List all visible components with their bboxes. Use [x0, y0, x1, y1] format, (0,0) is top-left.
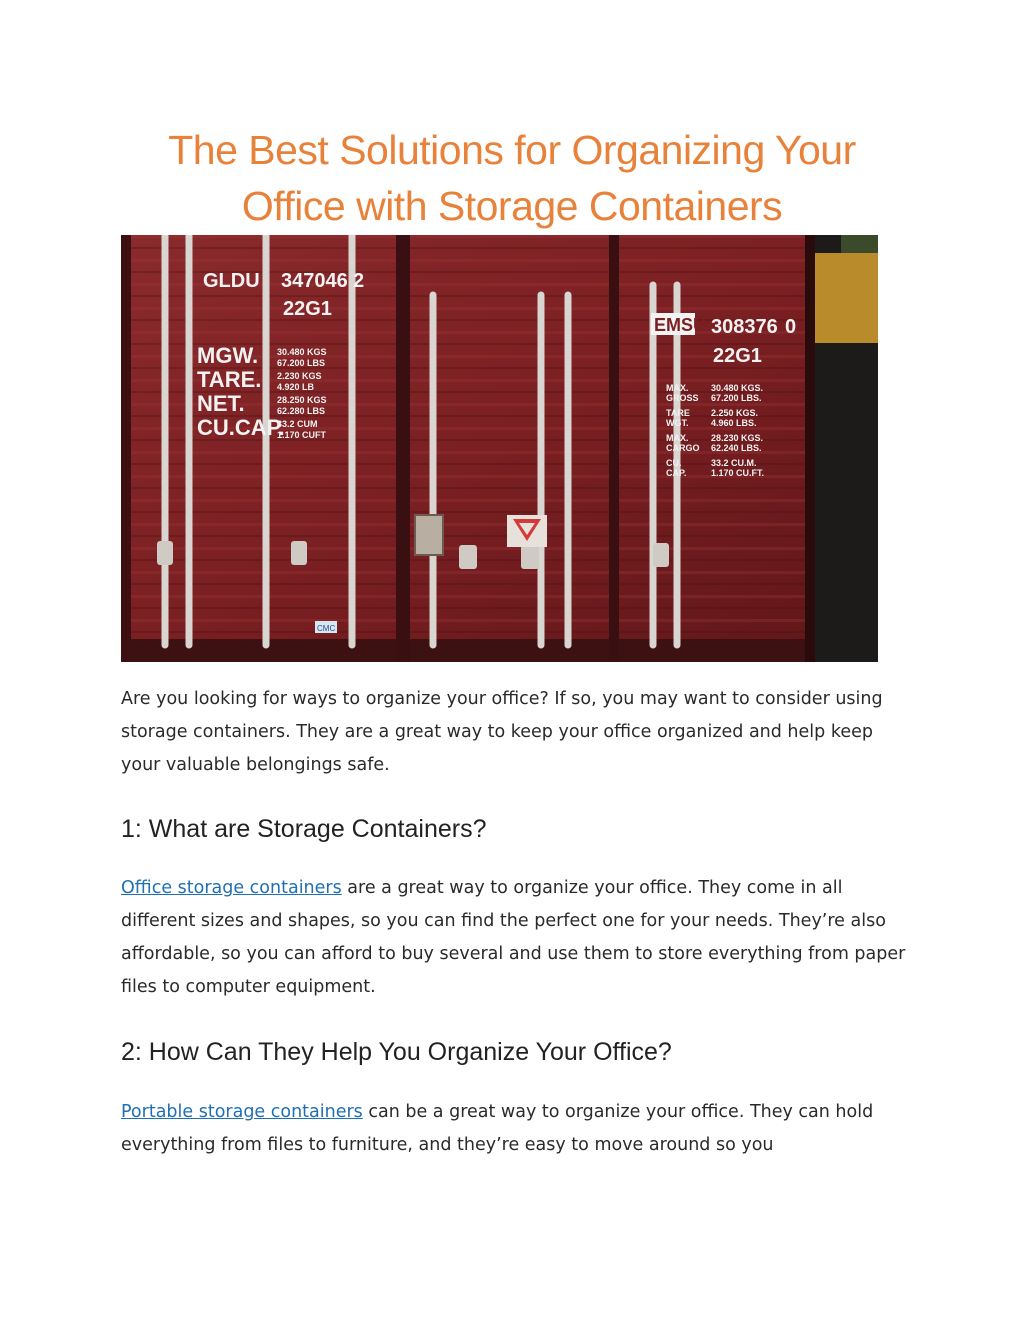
svg-text:MAX.: MAX. — [666, 433, 689, 443]
svg-text:TARE.: TARE. — [197, 367, 262, 392]
svg-text:CU.: CU. — [666, 458, 682, 468]
svg-text:28.230 KGS.: 28.230 KGS. — [711, 433, 764, 443]
right-check: 0 — [785, 316, 797, 338]
svg-text:CU.CAP.: CU.CAP. — [197, 415, 285, 440]
svg-text:30.480 KGS.: 30.480 KGS. — [711, 383, 764, 393]
right-code: EMSU — [654, 315, 707, 335]
section-1-paragraph — [121, 872, 911, 1004]
section-2-heading: 2: How Can They Help You Organize Your Office? — [121, 1038, 672, 1066]
title-line-1: The Best Solutions for Organizing Your — [168, 127, 856, 173]
section-1-heading: 1: What are Storage Containers? — [121, 815, 487, 843]
svg-text:30.480 KGS: 30.480 KGS — [277, 347, 327, 357]
left-number: 347046 — [281, 270, 348, 292]
svg-text:33.2 CU.M.: 33.2 CU.M. — [711, 458, 757, 468]
svg-text:2.250 KGS.: 2.250 KGS. — [711, 408, 759, 418]
svg-text:4.960 LBS.: 4.960 LBS. — [711, 418, 757, 428]
svg-text:33.2 CUM: 33.2 CUM — [277, 419, 318, 429]
section-2-paragraph — [121, 1096, 911, 1162]
svg-text:WGT.: WGT. — [666, 418, 689, 428]
svg-text:2.230 KGS: 2.230 KGS — [277, 371, 322, 381]
svg-text:28.250 KGS: 28.250 KGS — [277, 395, 327, 405]
container-badge: CMC — [317, 624, 336, 633]
svg-text:MAX.: MAX. — [666, 383, 689, 393]
title-line-2: Office with Storage Containers — [241, 183, 783, 229]
svg-text:4.920 LB: 4.920 LB — [277, 382, 315, 392]
svg-text:62.240 LBS.: 62.240 LBS. — [711, 443, 762, 453]
svg-text:1.170 CU.FT.: 1.170 CU.FT. — [711, 468, 765, 478]
svg-text:67.200 LBS.: 67.200 LBS. — [711, 393, 762, 403]
left-type: 22G1 — [283, 298, 332, 320]
svg-text:67.200 LBS: 67.200 LBS — [277, 358, 326, 368]
svg-text:1.170 CUFT: 1.170 CUFT — [277, 430, 327, 440]
svg-text:GROSS: GROSS — [666, 393, 699, 403]
office-storage-containers-link[interactable]: Office storage containers — [121, 878, 342, 898]
page-title — [0, 122, 1024, 234]
section-2-body: can be a great way to organize your office. They can hold everything from files to furniture, and they’re easy to move around so you — [121, 1102, 874, 1155]
left-check: 2 — [353, 270, 365, 292]
section-1-body: are a great way to organize your office. They come in all different sizes and shapes, so you can find the perfect one for your needs. They’re also affordable, so you can afford to buy several and use them to store everything from paper files to computer equipment. — [121, 878, 906, 997]
svg-text:TARE: TARE — [666, 408, 690, 418]
left-code: GLDU — [203, 270, 260, 292]
svg-text:CAP.: CAP. — [666, 468, 687, 478]
svg-text:NET.: NET. — [197, 391, 245, 416]
portable-storage-containers-link[interactable]: Portable storage containers — [121, 1102, 363, 1122]
right-number: 308376 — [711, 316, 778, 338]
svg-text:MGW.: MGW. — [197, 343, 259, 368]
svg-text:62.280 LBS: 62.280 LBS — [277, 406, 326, 416]
right-type: 22G1 — [713, 345, 762, 367]
svg-text:CARGO: CARGO — [666, 443, 700, 453]
intro-paragraph: Are you looking for ways to organize your office? If so, you may want to consider using storage containers. They are a great way to keep your office organized and help keep your valuable belongings safe. — [121, 689, 883, 775]
shipping-containers-photo — [121, 235, 878, 662]
